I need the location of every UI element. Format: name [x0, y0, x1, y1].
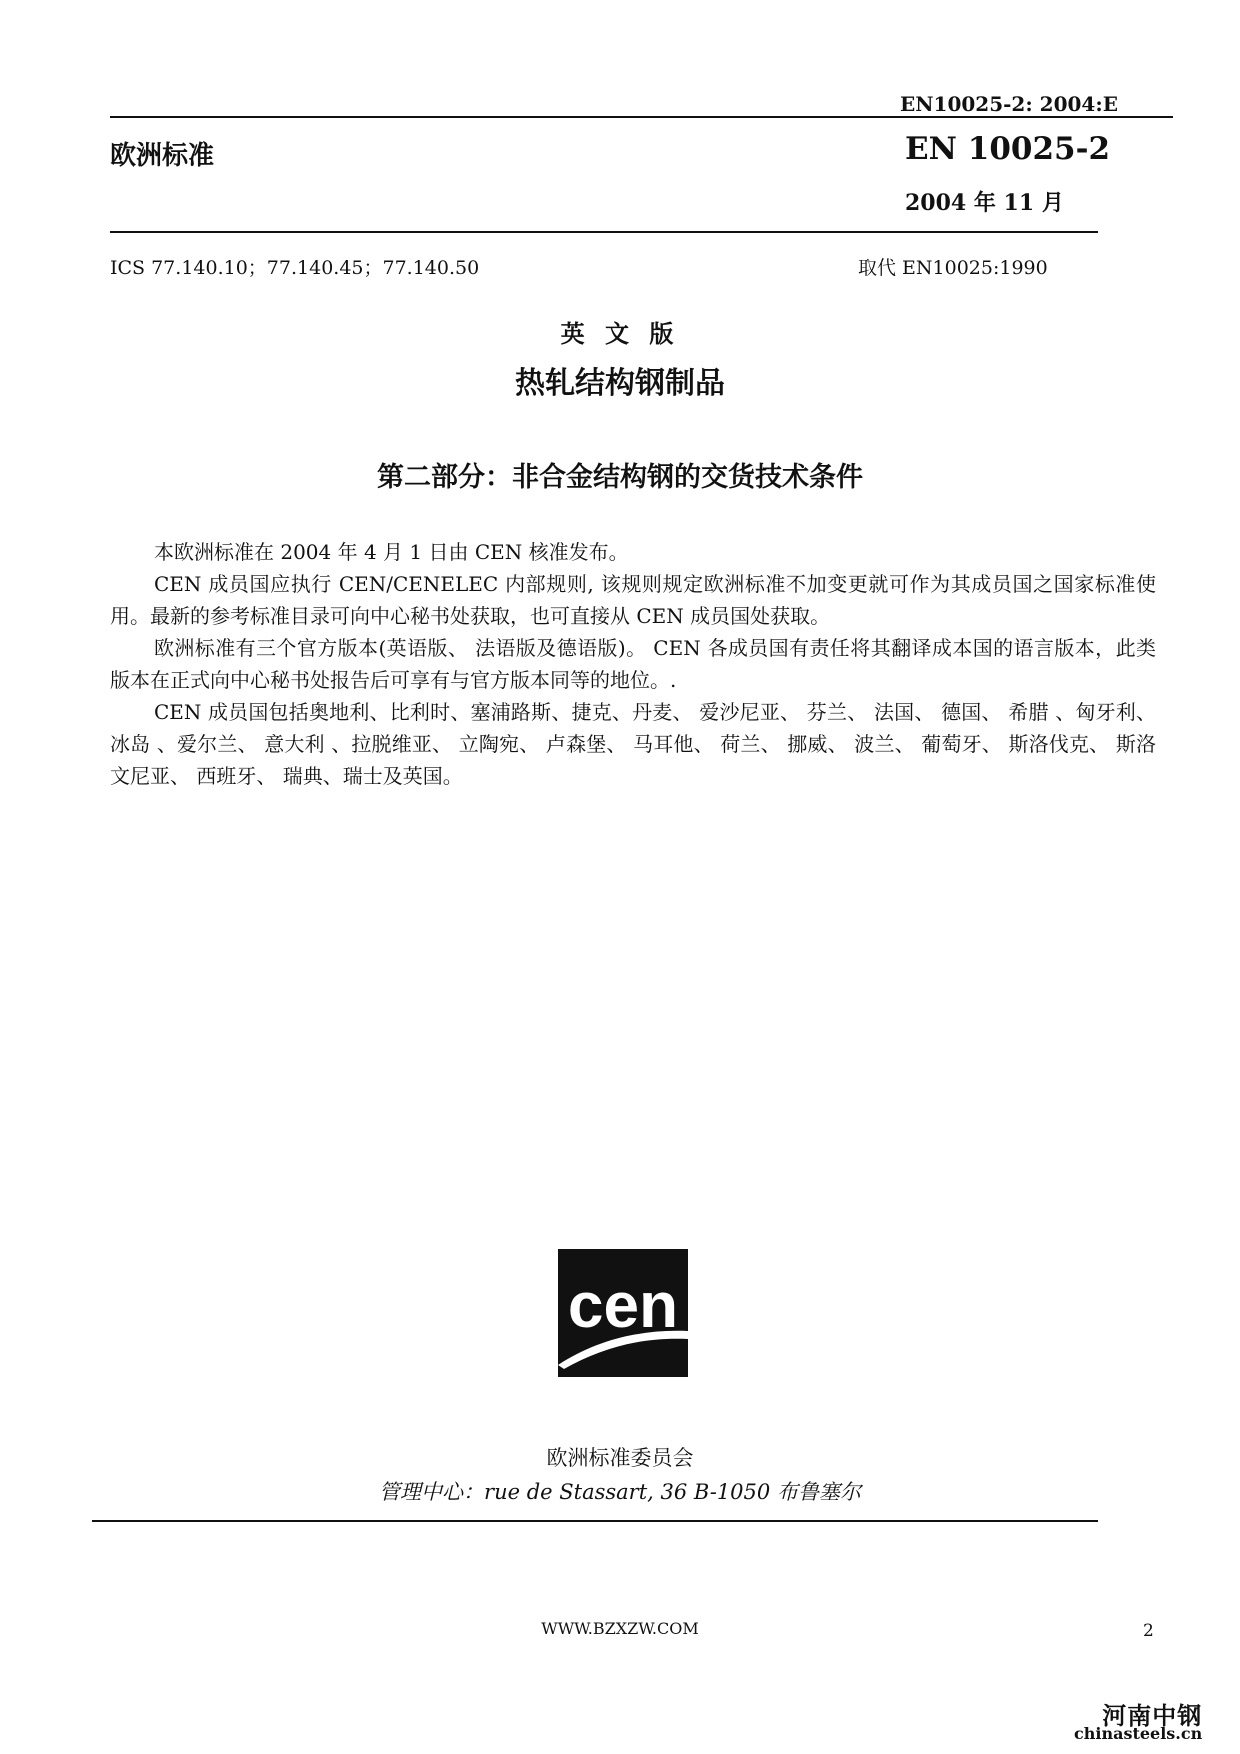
organization-address: 管理中心：rue de Stassart, 36 B-1050 布鲁塞尔	[379, 1480, 861, 1504]
watermark-cn: 河南中钢	[1102, 1702, 1203, 1730]
ics-codes: ICS 77.140.10；77.140.45；77.140.50	[110, 257, 480, 279]
website-link[interactable]: WWW.BZXZW.COM	[541, 1619, 699, 1638]
cen-logo-text: cen	[567, 1269, 679, 1341]
standard-number: EN 10025-2	[905, 131, 1111, 167]
standard-code-header: EN10025-2: 2004:E	[900, 92, 1118, 116]
publication-date: 2004 年 11 月	[905, 190, 1064, 216]
edition-label: 英 文 版	[560, 320, 680, 348]
cen-logo-icon	[558, 1249, 688, 1377]
organization-name: 欧洲标准委员会	[546, 1446, 694, 1470]
watermark	[1074, 1702, 1203, 1743]
body-text	[110, 536, 1156, 792]
document-title: 热轧结构钢制品	[515, 366, 725, 401]
watermark-en: chinasteels.cn	[1074, 1724, 1203, 1743]
paragraph: CEN 成员国包括奥地利、比利时、塞浦路斯、捷克、丹麦、 爱沙尼亚、 芬兰、 法国、 德国、 希腊 、匈牙利、 冰岛 、爱尔兰、 意大利 、拉脱维亚、 立陶宛、 卢森堡、 马耳他、 荷兰、 挪威、 波兰、 葡萄牙、 斯洛伐克、 斯洛文尼亚、 西班牙、 瑞典、瑞士及英国。	[110, 700, 1156, 788]
series-title: 欧洲标准	[110, 141, 215, 171]
paragraph: 欧洲标准有三个官方版本(英语版、 法语版及德语版)。 CEN 各成员国有责任将其翻译成本国的语言版本，此类版本在正式向中心秘书处报告后可享有与官方版本同等的地位。.	[110, 636, 1156, 692]
header-rule	[110, 116, 1173, 118]
paragraph: 本欧洲标准在 2004 年 4 月 1 日由 CEN 核准发布。	[154, 540, 629, 564]
paragraph: CEN 成员国应执行 CEN/CENELEC 内部规则, 该规则规定欧洲标准不加变更就可作为其成员国之国家标准使用。最新的参考标准目录可向中心秘书处获取，也可直接从 CEN 成员国处获取。	[110, 572, 1156, 628]
page-number: 2	[1143, 1621, 1154, 1641]
header-divider	[110, 231, 1098, 233]
supersedes-note: 取代 EN10025:1990	[858, 257, 1048, 279]
footer-rule	[92, 1520, 1098, 1522]
document-subtitle: 第二部分：非合金结构钢的交货技术条件	[377, 462, 863, 493]
